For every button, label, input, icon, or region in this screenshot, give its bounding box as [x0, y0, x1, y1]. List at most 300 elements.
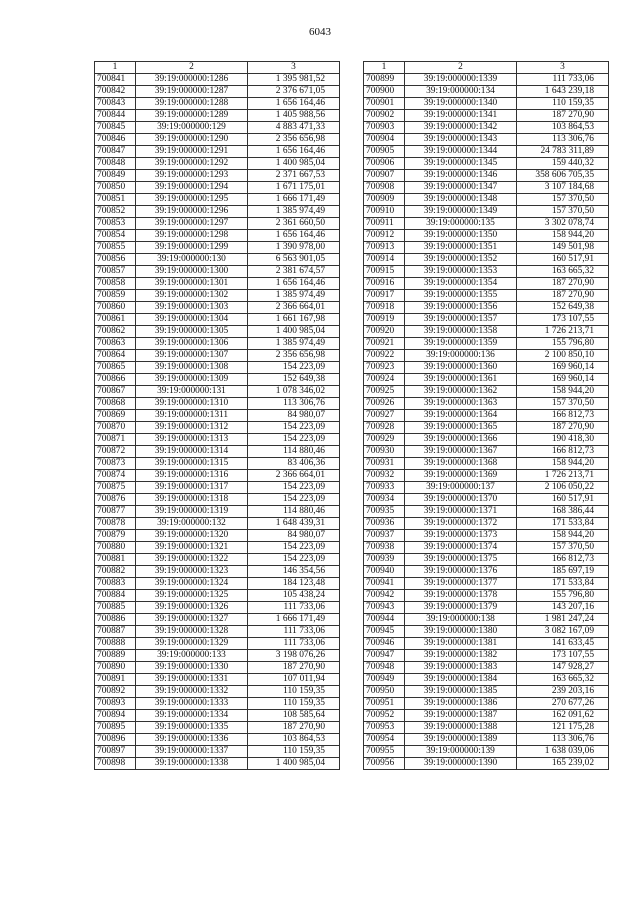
value-cell: 154 223,09	[248, 434, 340, 446]
cadastral-number-cell: 39:19:000000:1292	[136, 158, 248, 170]
cadastral-number-cell: 39:19:000000:1298	[136, 230, 248, 242]
column-header-3: 3	[248, 62, 340, 74]
register-table-left-body	[95, 62, 340, 770]
value-cell: 2 376 671,05	[248, 86, 340, 98]
table-row	[364, 434, 609, 446]
table-row	[364, 674, 609, 686]
table-row	[364, 494, 609, 506]
cadastral-number-cell: 39:19:000000:1379	[405, 602, 517, 614]
value-cell: 358 606 705,35	[517, 170, 609, 182]
row-number-cell: 700897	[95, 746, 136, 758]
value-cell: 187 270,90	[248, 722, 340, 734]
cadastral-number-cell: 39:19:000000:1368	[405, 458, 517, 470]
table-row	[95, 722, 340, 734]
cadastral-number-cell: 39:19:000000:1363	[405, 398, 517, 410]
row-number-cell: 700892	[95, 686, 136, 698]
row-number-cell: 700907	[364, 170, 405, 182]
cadastral-number-cell: 39:19:000000:135	[405, 218, 517, 230]
value-cell: 187 270,90	[248, 662, 340, 674]
cadastral-number-cell: 39:19:000000:1315	[136, 458, 248, 470]
row-number-cell: 700929	[364, 434, 405, 446]
value-cell: 1 400 985,04	[248, 758, 340, 770]
row-number-cell: 700880	[95, 542, 136, 554]
table-row	[95, 410, 340, 422]
row-number-cell: 700941	[364, 578, 405, 590]
value-cell: 1 390 978,00	[248, 242, 340, 254]
row-number-cell: 700898	[95, 758, 136, 770]
value-cell: 2 366 664,01	[248, 302, 340, 314]
row-number-cell: 700949	[364, 674, 405, 686]
cadastral-number-cell: 39:19:000000:1324	[136, 578, 248, 590]
table-row	[95, 86, 340, 98]
cadastral-number-cell: 39:19:000000:1328	[136, 626, 248, 638]
table-row	[95, 206, 340, 218]
row-number-cell: 700899	[364, 74, 405, 86]
value-cell: 155 796,80	[517, 590, 609, 602]
cadastral-number-cell: 39:19:000000:1349	[405, 206, 517, 218]
row-number-cell: 700928	[364, 422, 405, 434]
value-cell: 1 661 167,98	[248, 314, 340, 326]
table-row	[364, 290, 609, 302]
row-number-cell: 700849	[95, 170, 136, 182]
value-cell: 1 656 164,46	[248, 230, 340, 242]
cadastral-number-cell: 39:19:000000:1382	[405, 650, 517, 662]
row-number-cell: 700859	[95, 290, 136, 302]
value-cell: 166 812,73	[517, 410, 609, 422]
cadastral-number-cell: 39:19:000000:1364	[405, 410, 517, 422]
column-header-1: 1	[364, 62, 405, 74]
row-number-cell: 700943	[364, 602, 405, 614]
value-cell: 143 207,16	[517, 602, 609, 614]
cadastral-number-cell: 39:19:000000:1370	[405, 494, 517, 506]
cadastral-number-cell: 39:19:000000:1369	[405, 470, 517, 482]
value-cell: 168 386,44	[517, 506, 609, 518]
table-row	[95, 434, 340, 446]
table-row	[95, 422, 340, 434]
cadastral-number-cell: 39:19:000000:1304	[136, 314, 248, 326]
value-cell: 1 395 981,52	[248, 74, 340, 86]
table-row	[95, 734, 340, 746]
value-cell: 113 306,76	[517, 734, 609, 746]
cadastral-number-cell: 39:19:000000:1390	[405, 758, 517, 770]
value-cell: 4 883 471,33	[248, 122, 340, 134]
cadastral-number-cell: 39:19:000000:1289	[136, 110, 248, 122]
cadastral-number-cell: 39:19:000000:1329	[136, 638, 248, 650]
row-number-cell: 700904	[364, 134, 405, 146]
table-row	[364, 206, 609, 218]
row-number-cell: 700945	[364, 626, 405, 638]
value-cell: 1 666 171,49	[248, 194, 340, 206]
cadastral-number-cell: 39:19:000000:1389	[405, 734, 517, 746]
cadastral-number-cell: 39:19:000000:1343	[405, 134, 517, 146]
cadastral-number-cell: 39:19:000000:1308	[136, 362, 248, 374]
cadastral-number-cell: 39:19:000000:1375	[405, 554, 517, 566]
cadastral-number-cell: 39:19:000000:1333	[136, 698, 248, 710]
row-number-cell: 700918	[364, 302, 405, 314]
table-row	[364, 638, 609, 650]
row-number-cell: 700913	[364, 242, 405, 254]
value-cell: 111 733,06	[248, 602, 340, 614]
table-row	[95, 386, 340, 398]
row-number-cell: 700911	[364, 218, 405, 230]
table-row	[364, 566, 609, 578]
table-row	[364, 398, 609, 410]
row-number-cell: 700956	[364, 758, 405, 770]
table-row	[95, 542, 340, 554]
table-row	[364, 326, 609, 338]
column-header-2: 2	[405, 62, 517, 74]
row-number-cell: 700870	[95, 422, 136, 434]
cadastral-number-cell: 39:19:000000:1365	[405, 422, 517, 434]
row-number-cell: 700900	[364, 86, 405, 98]
row-number-cell: 700869	[95, 410, 136, 422]
value-cell: 162 091,62	[517, 710, 609, 722]
column-header-2: 2	[136, 62, 248, 74]
cadastral-number-cell: 39:19:000000:1352	[405, 254, 517, 266]
table-row	[364, 554, 609, 566]
row-number-cell: 700910	[364, 206, 405, 218]
value-cell: 158 944,20	[517, 386, 609, 398]
table-row	[364, 350, 609, 362]
table-row	[95, 302, 340, 314]
value-cell: 6 563 901,05	[248, 254, 340, 266]
row-number-cell: 700864	[95, 350, 136, 362]
table-row	[364, 734, 609, 746]
value-cell: 169 960,14	[517, 362, 609, 374]
value-cell: 152 649,38	[517, 302, 609, 314]
row-number-cell: 700881	[95, 554, 136, 566]
cadastral-number-cell: 39:19:000000:1346	[405, 170, 517, 182]
value-cell: 1 981 247,24	[517, 614, 609, 626]
table-row	[364, 146, 609, 158]
cadastral-number-cell: 39:19:000000:1376	[405, 566, 517, 578]
row-number-cell: 700922	[364, 350, 405, 362]
cadastral-number-cell: 39:19:000000:1320	[136, 530, 248, 542]
value-cell: 24 783 311,89	[517, 146, 609, 158]
value-cell: 84 980,07	[248, 530, 340, 542]
row-number-cell: 700893	[95, 698, 136, 710]
value-cell: 160 517,91	[517, 254, 609, 266]
cadastral-number-cell: 39:19:000000:1297	[136, 218, 248, 230]
row-number-cell: 700912	[364, 230, 405, 242]
value-cell: 2 356 656,98	[248, 350, 340, 362]
value-cell: 2 361 660,50	[248, 218, 340, 230]
cadastral-number-cell: 39:19:000000:1358	[405, 326, 517, 338]
row-number-cell: 700879	[95, 530, 136, 542]
row-number-cell: 700951	[364, 698, 405, 710]
row-number-cell: 700871	[95, 434, 136, 446]
row-number-cell: 700923	[364, 362, 405, 374]
cadastral-number-cell: 39:19:000000:1316	[136, 470, 248, 482]
value-cell: 154 223,09	[248, 542, 340, 554]
cadastral-number-cell: 39:19:000000:134	[405, 86, 517, 98]
cadastral-number-cell: 39:19:000000:1361	[405, 374, 517, 386]
cadastral-number-cell: 39:19:000000:1334	[136, 710, 248, 722]
value-cell: 1 385 974,49	[248, 338, 340, 350]
table-row	[364, 482, 609, 494]
table-row	[95, 326, 340, 338]
table-row	[364, 254, 609, 266]
value-cell: 2 366 664,01	[248, 470, 340, 482]
row-number-cell: 700894	[95, 710, 136, 722]
table-row	[95, 674, 340, 686]
row-number-cell: 700878	[95, 518, 136, 530]
table-row	[364, 98, 609, 110]
value-cell: 3 107 184,68	[517, 182, 609, 194]
table-row	[364, 518, 609, 530]
row-number-cell: 700867	[95, 386, 136, 398]
value-cell: 158 944,20	[517, 530, 609, 542]
row-number-cell: 700921	[364, 338, 405, 350]
table-row	[364, 686, 609, 698]
cadastral-number-cell: 39:19:000000:1302	[136, 290, 248, 302]
value-cell: 1 656 164,46	[248, 146, 340, 158]
row-number-cell: 700855	[95, 242, 136, 254]
value-cell: 1 638 039,06	[517, 746, 609, 758]
value-cell: 105 438,24	[248, 590, 340, 602]
value-cell: 110 159,35	[248, 698, 340, 710]
value-cell: 111 733,06	[248, 626, 340, 638]
table-row	[95, 134, 340, 146]
row-number-cell: 700885	[95, 602, 136, 614]
value-cell: 1 656 164,46	[248, 278, 340, 290]
value-cell: 113 306,76	[517, 134, 609, 146]
table-row	[364, 626, 609, 638]
value-cell: 169 960,14	[517, 374, 609, 386]
row-number-cell: 700936	[364, 518, 405, 530]
table-row	[95, 662, 340, 674]
cadastral-number-cell: 39:19:000000:1323	[136, 566, 248, 578]
table-row	[95, 614, 340, 626]
row-number-cell: 700858	[95, 278, 136, 290]
row-number-cell: 700920	[364, 326, 405, 338]
cadastral-number-cell: 39:19:000000:1325	[136, 590, 248, 602]
cadastral-number-cell: 39:19:000000:1310	[136, 398, 248, 410]
value-cell: 114 880,46	[248, 506, 340, 518]
cadastral-number-cell: 39:19:000000:1374	[405, 542, 517, 554]
cadastral-number-cell: 39:19:000000:1321	[136, 542, 248, 554]
row-number-cell: 700860	[95, 302, 136, 314]
value-cell: 160 517,91	[517, 494, 609, 506]
table-row	[364, 590, 609, 602]
row-number-cell: 700948	[364, 662, 405, 674]
value-cell: 166 812,73	[517, 554, 609, 566]
table-row	[95, 158, 340, 170]
cadastral-number-cell: 39:19:000000:138	[405, 614, 517, 626]
cadastral-number-cell: 39:19:000000:131	[136, 386, 248, 398]
cadastral-number-cell: 39:19:000000:1327	[136, 614, 248, 626]
table-row	[364, 578, 609, 590]
table-row	[95, 362, 340, 374]
table-header-row	[95, 62, 340, 74]
value-cell: 1 385 974,49	[248, 206, 340, 218]
value-cell: 103 864,53	[248, 734, 340, 746]
cadastral-number-cell: 39:19:000000:1371	[405, 506, 517, 518]
table-row	[95, 194, 340, 206]
register-table-left	[94, 61, 340, 770]
table-row	[95, 350, 340, 362]
value-cell: 154 223,09	[248, 554, 340, 566]
row-number-cell: 700846	[95, 134, 136, 146]
cadastral-number-cell: 39:19:000000:1300	[136, 266, 248, 278]
row-number-cell: 700909	[364, 194, 405, 206]
cadastral-number-cell: 39:19:000000:1293	[136, 170, 248, 182]
value-cell: 157 370,50	[517, 542, 609, 554]
table-row	[364, 722, 609, 734]
table-row	[364, 110, 609, 122]
cadastral-number-cell: 39:19:000000:1356	[405, 302, 517, 314]
cadastral-number-cell: 39:19:000000:1301	[136, 278, 248, 290]
value-cell: 158 944,20	[517, 230, 609, 242]
cadastral-number-cell: 39:19:000000:1335	[136, 722, 248, 734]
value-cell: 2 100 850,10	[517, 350, 609, 362]
table-row	[95, 494, 340, 506]
row-number-cell: 700938	[364, 542, 405, 554]
row-number-cell: 700876	[95, 494, 136, 506]
value-cell: 103 864,53	[517, 122, 609, 134]
cadastral-number-cell: 39:19:000000:1353	[405, 266, 517, 278]
table-row	[95, 278, 340, 290]
table-row	[364, 266, 609, 278]
table-row	[364, 530, 609, 542]
cadastral-number-cell: 39:19:000000:1386	[405, 698, 517, 710]
table-row	[95, 626, 340, 638]
row-number-cell: 700940	[364, 566, 405, 578]
table-row	[95, 590, 340, 602]
row-number-cell: 700916	[364, 278, 405, 290]
value-cell: 154 223,09	[248, 482, 340, 494]
row-number-cell: 700915	[364, 266, 405, 278]
cadastral-number-cell: 39:19:000000:137	[405, 482, 517, 494]
value-cell: 3 082 167,09	[517, 626, 609, 638]
cadastral-number-cell: 39:19:000000:1337	[136, 746, 248, 758]
cadastral-number-cell: 39:19:000000:1340	[405, 98, 517, 110]
value-cell: 187 270,90	[517, 290, 609, 302]
row-number-cell: 700884	[95, 590, 136, 602]
row-number-cell: 700857	[95, 266, 136, 278]
row-number-cell: 700908	[364, 182, 405, 194]
value-cell: 1 648 439,31	[248, 518, 340, 530]
table-row	[95, 698, 340, 710]
cadastral-number-cell: 39:19:000000:136	[405, 350, 517, 362]
cadastral-number-cell: 39:19:000000:1348	[405, 194, 517, 206]
value-cell: 1 666 171,49	[248, 614, 340, 626]
value-cell: 1 400 985,04	[248, 158, 340, 170]
row-number-cell: 700850	[95, 182, 136, 194]
row-number-cell: 700866	[95, 374, 136, 386]
cadastral-number-cell: 39:19:000000:1332	[136, 686, 248, 698]
value-cell: 2 371 667,53	[248, 170, 340, 182]
table-row	[364, 650, 609, 662]
table-row	[95, 266, 340, 278]
table-row	[364, 662, 609, 674]
row-number-cell: 700914	[364, 254, 405, 266]
table-row	[364, 86, 609, 98]
table-row	[364, 506, 609, 518]
register-table-right	[363, 61, 609, 770]
value-cell: 239 203,16	[517, 686, 609, 698]
cadastral-number-cell: 39:19:000000:1311	[136, 410, 248, 422]
row-number-cell: 700946	[364, 638, 405, 650]
row-number-cell: 700890	[95, 662, 136, 674]
row-number-cell: 700927	[364, 410, 405, 422]
row-number-cell: 700844	[95, 110, 136, 122]
row-number-cell: 700877	[95, 506, 136, 518]
value-cell: 1 078 346,02	[248, 386, 340, 398]
cadastral-number-cell: 39:19:000000:1360	[405, 362, 517, 374]
row-number-cell: 700891	[95, 674, 136, 686]
cadastral-number-cell: 39:19:000000:1330	[136, 662, 248, 674]
table-row	[95, 374, 340, 386]
value-cell: 84 980,07	[248, 410, 340, 422]
row-number-cell: 700937	[364, 530, 405, 542]
value-cell: 1 400 985,04	[248, 326, 340, 338]
row-number-cell: 700853	[95, 218, 136, 230]
cadastral-number-cell: 39:19:000000:1372	[405, 518, 517, 530]
table-row	[95, 98, 340, 110]
table-row	[364, 410, 609, 422]
cadastral-number-cell: 39:19:000000:1299	[136, 242, 248, 254]
value-cell: 111 733,06	[517, 74, 609, 86]
value-cell: 121 175,28	[517, 722, 609, 734]
row-number-cell: 700886	[95, 614, 136, 626]
value-cell: 166 812,73	[517, 446, 609, 458]
row-number-cell: 700875	[95, 482, 136, 494]
cadastral-number-cell: 39:19:000000:1373	[405, 530, 517, 542]
table-row	[364, 374, 609, 386]
cadastral-number-cell: 39:19:000000:1384	[405, 674, 517, 686]
row-number-cell: 700925	[364, 386, 405, 398]
table-row	[364, 182, 609, 194]
table-row	[364, 170, 609, 182]
value-cell: 173 107,55	[517, 650, 609, 662]
table-row	[364, 446, 609, 458]
cadastral-number-cell: 39:19:000000:1307	[136, 350, 248, 362]
table-row	[95, 218, 340, 230]
row-number-cell: 700882	[95, 566, 136, 578]
value-cell: 1 671 175,01	[248, 182, 340, 194]
row-number-cell: 700868	[95, 398, 136, 410]
table-row	[95, 470, 340, 482]
cadastral-number-cell: 39:19:000000:129	[136, 122, 248, 134]
table-row	[95, 446, 340, 458]
value-cell: 114 880,46	[248, 446, 340, 458]
cadastral-number-cell: 39:19:000000:1366	[405, 434, 517, 446]
page-number: 6043	[309, 26, 331, 38]
cadastral-number-cell: 39:19:000000:1331	[136, 674, 248, 686]
cadastral-number-cell: 39:19:000000:1322	[136, 554, 248, 566]
table-row	[364, 746, 609, 758]
value-cell: 159 440,32	[517, 158, 609, 170]
table-row	[364, 470, 609, 482]
table-row	[364, 542, 609, 554]
table-row	[95, 746, 340, 758]
row-number-cell: 700906	[364, 158, 405, 170]
table-row	[95, 638, 340, 650]
value-cell: 110 159,35	[517, 98, 609, 110]
cadastral-number-cell: 39:19:000000:1286	[136, 74, 248, 86]
row-number-cell: 700932	[364, 470, 405, 482]
value-cell: 171 533,84	[517, 578, 609, 590]
cadastral-number-cell: 39:19:000000:1303	[136, 302, 248, 314]
value-cell: 173 107,55	[517, 314, 609, 326]
table-row	[364, 614, 609, 626]
row-number-cell: 700939	[364, 554, 405, 566]
table-header-row	[364, 62, 609, 74]
table-row	[364, 74, 609, 86]
table-row	[364, 362, 609, 374]
value-cell: 154 223,09	[248, 494, 340, 506]
